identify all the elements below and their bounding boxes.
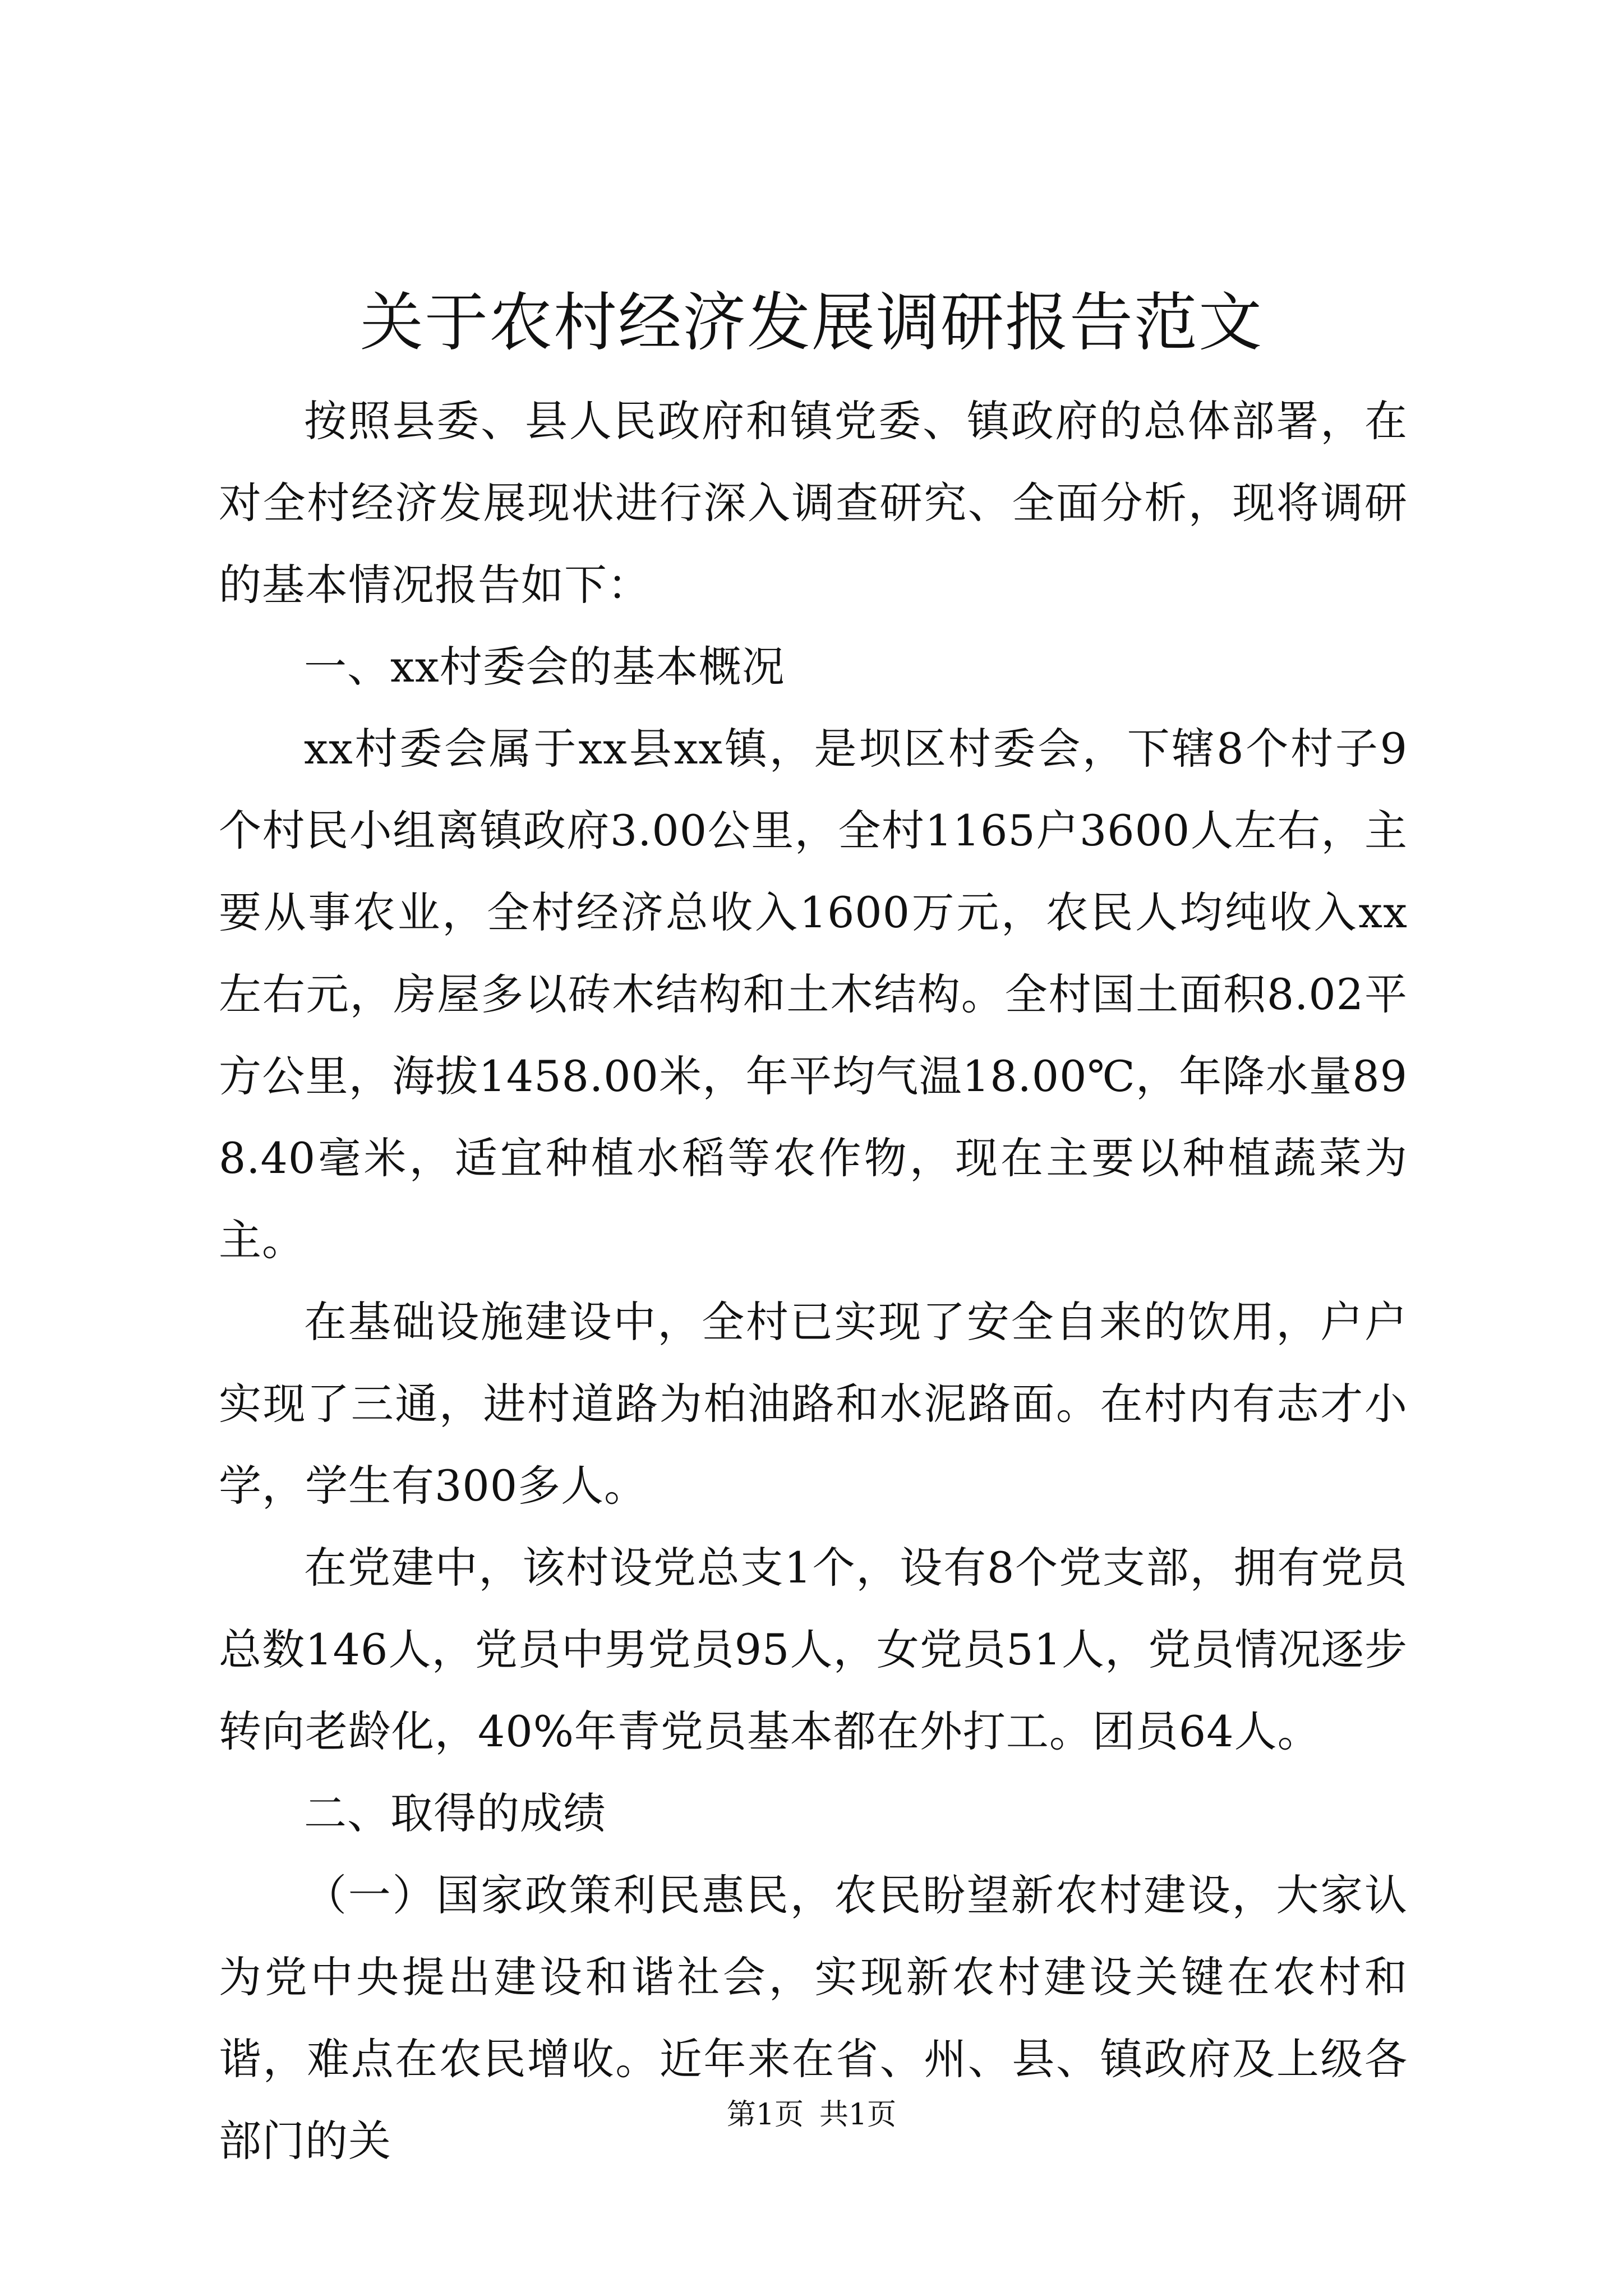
achievement-paragraph: （一）国家政策利民惠民，农民盼望新农村建设，大家认为党中央提出建设和谐社会，实现新农村建设关键在农村和谐，难点在农民增收。近年来在省、州、县、镇政府及上级各部门的关 [219, 1870, 1408, 2166]
page-total: 共1页 [819, 2098, 897, 2132]
document-body [219, 380, 1408, 2182]
section-heading-overview: 一、xx村委会的基本概况 [304, 642, 785, 692]
overview-paragraph: xx村委会属于xx县xx镇，是坝区村委会，下辖8个村子9个村民小组离镇政府3.00公里，全村1165户3600人左右，主要从事农业，全村经济总收入1600万元，农民人均纯收入xx左右元，房屋多以砖木结构和土木结构。全村国土面积8.02平方公里，海拔1458.00米，年平均气温18.00℃，年降水量898.40毫米，适宜种植水稻等农作物，现在主要以种植蔬菜为主。 [219, 724, 1408, 1265]
section-heading-achievements: 二、取得的成绩 [304, 1788, 606, 1838]
page-number: 第1页 [726, 2098, 804, 2132]
party-building-paragraph: 在党建中，该村设党总支1个，设有8个党支部，拥有党员总数146人，党员中男党员95人，女党员51人，党员情况逐步转向老龄化，40%年青党员基本都在外打工。团员64人。 [219, 1543, 1408, 1756]
infrastructure-paragraph: 在基础设施建设中，全村已实现了安全自来的饮用，户户实现了三通，进村道路为柏油路和水泥路面。在村内有志才小学，学生有300多人。 [219, 1297, 1408, 1511]
document-title: 关于农村经济发展调研报告范文 [360, 286, 1263, 360]
intro-paragraph: 按照县委、县人民政府和镇党委、镇政府的总体部署，在对全村经济发展现状进行深入调查研究、全面分析，现将调研的基本情况报告如下： [219, 396, 1408, 610]
page-footer [0, 2095, 1623, 2134]
